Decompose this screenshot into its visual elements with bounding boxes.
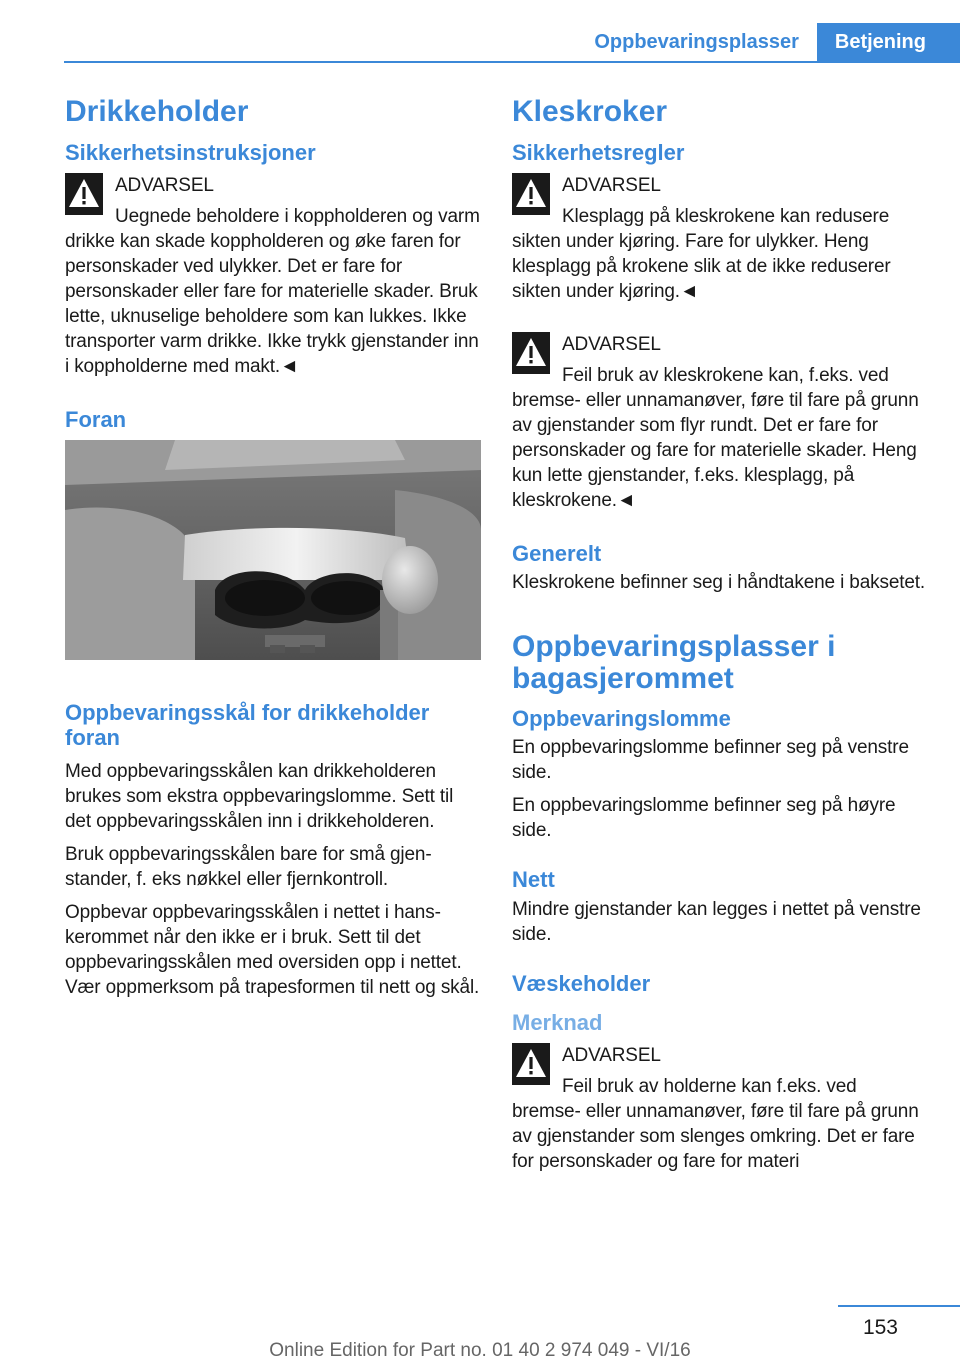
warning-triangle-icon (512, 173, 550, 215)
footer-edition: Online Edition for Part no. 01 40 2 974 049 - VI/16 (269, 1340, 691, 1361)
header-rule (64, 61, 960, 63)
warning-label: ADVARSEL (562, 333, 661, 355)
warning-holders (512, 1043, 928, 1174)
trunk-storage-title: Oppbevaringsplasser i bagasjerommet (512, 630, 836, 695)
bowl-paragraph-1: Med oppbevaringsskålen kan drikkeholderen brukes som ekstra oppbevaringslomme. Sett til det oppbevaringsskålen inn i drikkeholderen. (65, 760, 454, 832)
net-heading: Nett (512, 867, 555, 893)
cup-holder-title: Drikkeholder (65, 95, 249, 128)
front-heading: Foran (65, 406, 127, 432)
pocket-text-right: En oppbevaringslomme befinner seg på høyre side. (512, 795, 896, 842)
general-text: Kleskrokene befinner seg i håndtakene i baksetet. (512, 572, 926, 594)
storage-pocket-heading: Oppbevaringslomme (512, 706, 731, 732)
storage-bowl-heading: Oppbevaringsskål for drikkeholder foran (65, 700, 430, 751)
net-text: Mindre gjenstander kan legges i nettet på venstre side. (512, 898, 921, 945)
warning-text: Feil bruk av kleskrokene kan, f.eks. ved bremse- eller unnamanøver, føre til fare på grunn av gjenstander som flyr rundt. Det er fare for personskader og fare for materielle skader. Heng kun lette gjenstander, f.eks. klesplagg, på kleskrokene.◄ (512, 364, 919, 511)
warning-text: Uegnede beholdere i koppholderen og varm drikke kan skade koppholderen og øke faren for personskader ved ulykker. Det er fare for personskader eller fare for materielle skader. Bruk lette, uknuselige beholdere som kan lukkes. Ikke transporter varm drikke. Ikke trykk gjenstander inn i koppholderne med makt.◄ (65, 205, 480, 377)
warning-label: ADVARSEL (562, 1045, 661, 1067)
warning-clothing-visibility (512, 173, 928, 304)
warning-label: ADVARSEL (562, 174, 661, 196)
page-number: 153 (862, 1316, 898, 1339)
pocket-text-left: En oppbevaringslomme befinner seg på venstre side. (512, 737, 909, 784)
coat-hooks-title: Kleskroker (512, 95, 668, 128)
warning-text: Klesplagg på kleskrokene kan redusere sikten under kjøring. Fare for ulykker. Heng klesplagg på krokene slik at de ikke reduserer sikten under kjøring.◄ (512, 205, 891, 302)
left-column (65, 96, 483, 1008)
safety-instructions-heading: Sikkerhetsinstruksjoner (65, 139, 316, 165)
cup-holder-photo (65, 440, 481, 660)
warning-cup-holder (65, 173, 483, 379)
section-tab: Oppbevaringsplasser (576, 23, 817, 62)
right-column (512, 96, 928, 1186)
warning-triangle-icon (512, 1043, 550, 1085)
warning-label: ADVARSEL (115, 174, 214, 196)
warning-flying-objects (512, 332, 928, 513)
header-tabs (576, 23, 960, 62)
bowl-paragraph-3: Oppbevar oppbevaringsskålen i nettet i hanskerommet når den ikke er i bruk. Sett til det oppbevaringsskålen med oversiden opp i nettet. Vær oppmerksom på trapesformen til nett og skål. (65, 901, 480, 998)
fluid-holder-heading: Væskeholder (512, 970, 651, 996)
footer-rule (838, 1305, 960, 1307)
chapter-tab: Betjening (817, 23, 960, 62)
general-heading: Generelt (512, 540, 602, 566)
bowl-paragraph-2: Bruk oppbevaringsskålen bare for små gjenstander, f. eks nøkkel eller fjernkontroll. (65, 843, 432, 890)
safety-rules-heading: Sikkerhetsregler (512, 139, 685, 165)
warning-text: Feil bruk av holderne kan f.eks. ved bremse- eller unnamanøver, føre til fare på grunn av gjenstander som slenges omkring. Det er fare for personskader og fare for materi (512, 1076, 919, 1173)
warning-triangle-icon (512, 332, 550, 374)
warning-triangle-icon (65, 173, 103, 215)
note-heading: Merknad (512, 1009, 603, 1035)
